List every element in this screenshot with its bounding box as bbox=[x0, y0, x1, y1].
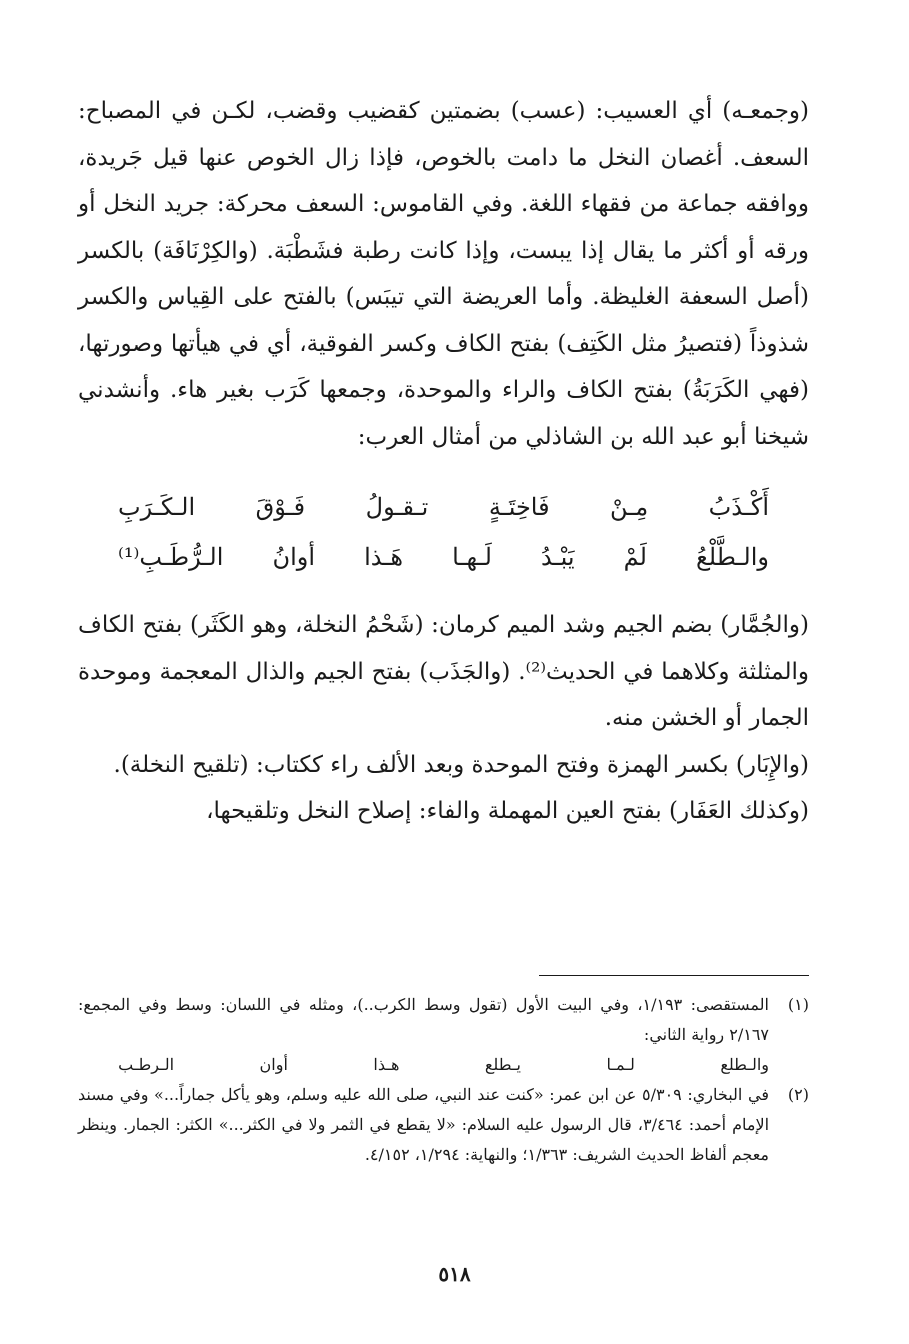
verse-word: أَكْـذَبُ bbox=[708, 493, 769, 521]
poem-verse bbox=[118, 482, 769, 582]
verse-word: لـمـا bbox=[606, 1055, 635, 1074]
verse-word: الـرطـب bbox=[118, 1055, 175, 1074]
verse-word: فَـوْقَ bbox=[255, 493, 306, 521]
verse-line-1 bbox=[118, 482, 769, 532]
page-number: ٥١٨ bbox=[438, 1262, 471, 1286]
paragraph-2: (والجُمَّار) بضم الجيم وشد الميم كرمان: (شَحْمُ النخلة، وهو الكَثَر) بفتح الكاف والمثلثة وكلاهما في الحديث⁽²⁾. (والجَذَب) بفتح الجيم والذال المعجمة وموحدة الجمار أو الخشن منه. bbox=[78, 612, 809, 731]
footnote-body bbox=[78, 1080, 769, 1170]
verse-line-2 bbox=[118, 532, 769, 582]
verse-word: الـرُّطَـبِ⁽¹⁾ bbox=[118, 543, 224, 571]
verse-word: هَـذا bbox=[364, 543, 404, 571]
verse-word: أوانُ bbox=[272, 543, 316, 571]
footnote-text: المستقصى: ١/١٩٣، وفي البيت الأول (تقول وسط الكرب..)، ومثله في اللسان: وسط وفي المجمع: ٢/١٦٧ رواية الثاني: bbox=[78, 995, 769, 1044]
paragraph-4: (وكذلك العَفَار) بفتح العين المهملة والفاء: إصلاح النخل وتلقيحها، bbox=[206, 798, 809, 824]
verse-word: فَاخِتَـةٍ bbox=[488, 493, 550, 521]
footnotes bbox=[78, 990, 809, 1170]
verse-word: والـطَّلْعُ bbox=[695, 543, 769, 571]
verse-word: والـطلع bbox=[720, 1055, 769, 1074]
footnote-1 bbox=[78, 990, 809, 1080]
footnote-text: في البخاري: ٥/٣٠٩ عن ابن عمر: «كنت عند النبي، صلى الله عليه وسلم، وهو يأكل جماراً...» وفي مسند الإمام أحمد: ٣/٤٦٤، قال الرسول عليه السلام: «لا يقطع في الثمر ولا في الكثر...» الكثر: الجمار. وينظر معجم ألفاظ الحديث الشريف: ١/٣٦٣؛ والنهاية: ١/٢٩٤، ٤/١٥٢. bbox=[78, 1085, 770, 1164]
footnote-verse bbox=[78, 1050, 769, 1080]
footnote-number: (١) bbox=[787, 995, 809, 1014]
paragraph-3: (والإِبَار) بكسر الهمزة وفتح الموحدة وبعد الألف راء ككتاب: (تلقيح النخلة). bbox=[113, 751, 809, 778]
paragraph-1: (وجمعـه) أي العسيب: (عسب) بضمتين كقضيب وقضب، لكـن في المصباح: السعف. أغصان النخل ما دامت بالخوص، فإذا زال الخوص عنها قيل جَريدة، ووافقه جماعة من فقهاء اللغة. وفي القاموس: السعف محركة: جريد النخل أو ورقه أو أكثر ما يقال إذا يبست، وإذا كانت رطبة فشَطْبَة. (والكِرْنَافَة) بالكسر (أصل السعفة الغليظة. وأما العريضة التي تيبَس) بالفتح على القِياس والكسر شذوذاً (فتصيرُ مثل الكَتِف) بفتح الكاف وكسر الفوقية، أي في هيأتها وصورتها، (فهي الكَرَبَةُ) بفتح الكاف والراء والموحدة، وجمعها كَرَب بغير هاء. وأنشدني شيخنا أبو عبد الله بن الشاذلي من أمثال العرب: bbox=[78, 98, 809, 450]
verse-word: أوان bbox=[259, 1055, 288, 1074]
footnote-divider bbox=[539, 975, 809, 976]
verse-word: هـذا bbox=[373, 1055, 400, 1074]
footnote-body bbox=[78, 990, 769, 1080]
verse-word: لَـهـا bbox=[452, 543, 492, 571]
verse-word: تـقـولُ bbox=[365, 493, 429, 521]
footnote-number: (٢) bbox=[787, 1085, 809, 1104]
verse-word: يَبْـدُ bbox=[540, 543, 575, 571]
verse-word: الـكَـرَبِ bbox=[118, 493, 196, 521]
verse-word: يـطلع bbox=[484, 1055, 521, 1074]
verse-word: مِـنْ bbox=[610, 493, 649, 521]
footnote-2 bbox=[78, 1080, 809, 1170]
verse-word: لَمْ bbox=[623, 543, 647, 571]
